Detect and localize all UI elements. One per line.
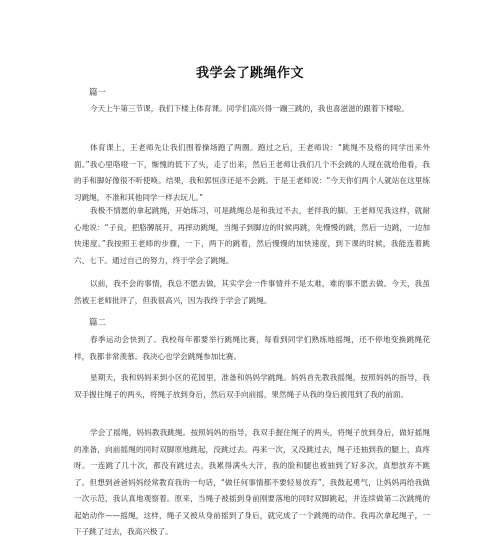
- paragraph-1-1: 今天上午第三节课，我们下楼上体育课。同学们高兴得一蹦三跳的，我也喜滋滋的跟着下楼啦。: [90, 104, 409, 113]
- paragraph-2-2: 星期天，我和妈妈来到小区的花园里，准备和妈妈学跳绳。妈妈首先教我摇绳，按照妈妈的指导，我双手握住绳子的两头，将绳子放到身后，然后双手向前摇，果然绳子从我的身后被甩到了我的前面。: [74, 373, 430, 399]
- section-heading-2: 篇二: [89, 318, 107, 328]
- document-title: 我学会了跳绳作文: [195, 66, 304, 81]
- section-heading-1: 篇一: [89, 88, 107, 98]
- paragraph-2-1: 春季运动会快到了。我校每年都要举行跳绳比赛，每看到同学们熟练地摇绳，还不停地变换跳绳花样，我都非常羡慕。我决心也学会跳绳参加比赛。: [74, 335, 430, 361]
- paragraph-1-3: 我极不情愿的拿起跳绳，开始练习，可是跳绳总是和我过不去，老拌我的脚。王老师见我这样，就耐心地说：“子良，把胳膊展开，再摔动跳绳，当绳子到脚边的时候再跳，先慢慢的跳，然后一边跳，一边加快速度。”我按照王老师的步骤，一下，两下的跳着，然后慢慢的加快速度，到下课的时候，我能连着跳六、七下。通过自己的努力，终于学会了跳绳。: [74, 206, 430, 265]
- paragraph-1-4: 以前，我不会的事情，我总不愿去做，其实学会一件事情并不是太难，难的事不愿去做。今天，我虽然被王老师批评了，但我很高兴，因为我终于学会了跳绳。: [74, 279, 430, 305]
- paragraph-2-3: 学会了摇绳，妈妈教我跳绳。按照妈妈的指导，我双手握住绳子的两头，将绳子放到身后，做好摇绳的准备，向前摇绳的同时双脚原地跳起，没跳过去。再来一次，又没跳过去，绳子还抽到我的腿上，真疼呀。一连跳了几十次，都没有跳过去，我累得满头大汗，我的脸和腿也被抽到了好多次，真想放弃不跳了。但想到爸爸妈妈经常教育我的一句话，“做任何事情都不要轻易放弃”，我鼓起勇气，让妈妈再给我做一次示范，我认真地观察着。原来，当绳子被摇到身前刚要落地的同时双脚跳起，并连续做第二次跳绳的起始动作——摇绳，这样，绳子又被从身前摇到了身后，就完成了一个跳绳的动作。我再次拿起绳子，一下子跳了过去，我高兴极了。: [74, 428, 430, 536]
- paragraph-1-2: 体育课上，王老师先让我们围着操场跑了两圈。跑过之后，王老师说：“跳绳不及格的同学出来外面。”我心里咯噔一下，惭愧的低下了头，走了出来，然后王老师让我们几个不会跳的人现在就给他看，我的手和脚好像很不听使唤。结果，我和郭恒彦还是不会跳。于是王老师说：“今天你们两个人就站在这里练习跳绳，不准和其他同学一样去玩儿。”: [74, 143, 430, 202]
